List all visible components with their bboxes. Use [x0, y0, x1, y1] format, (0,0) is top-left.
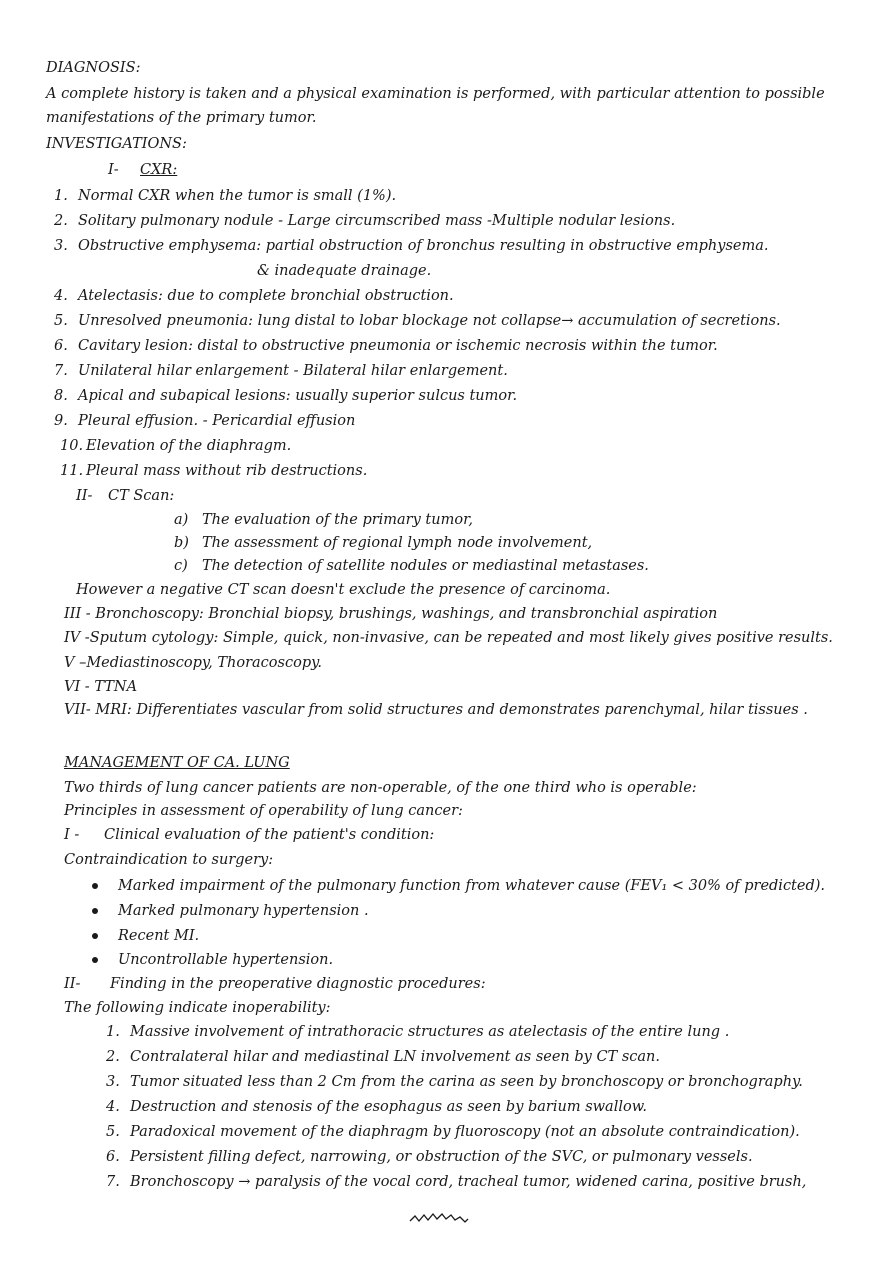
cxr-title: CXR:	[140, 162, 178, 178]
cxr-item-text: Cavitary lesion: distal to obstructive pneumonia or ischemic necrosis within the tumor.	[78, 338, 718, 354]
cxr-item-number: 7.	[54, 363, 68, 379]
squiggle-mark	[408, 1207, 472, 1227]
cxr-item-number: 8.	[54, 388, 68, 404]
cxr-item-number: 9.	[54, 413, 68, 429]
diagnosis-text-line-1: A complete history is taken and a physical examination is performed, with particular attention to possible	[46, 86, 825, 102]
ct-item-letter: a)	[174, 512, 189, 528]
inoperability-item-number: 1.	[106, 1024, 120, 1040]
bronchoscopy-line: III - Bronchoscopy: Bronchial biopsy, brushings, washings, and transbronchial aspiration	[64, 606, 718, 622]
contraindication-item: Marked pulmonary hypertension .	[118, 903, 369, 919]
inoperability-item-number: 6.	[106, 1149, 120, 1165]
cxr-item-number: 11.	[60, 463, 84, 479]
inoperability-item-text: Contralateral hilar and mediastinal LN involvement as seen by CT scan.	[130, 1049, 660, 1065]
bullet-icon	[92, 908, 98, 914]
inoperability-item-text: Bronchoscopy → paralysis of the vocal cord, tracheal tumor, widened carina, positive brush,	[130, 1174, 807, 1190]
ct-item-text: The evaluation of the primary tumor,	[202, 512, 474, 528]
bullet-icon	[92, 957, 98, 963]
cxr-item-text: & inadequate drainage.	[257, 263, 432, 279]
contraindication-item: Recent MI.	[118, 928, 200, 944]
cxr-numeral: I-	[108, 162, 119, 178]
inoperability-item-number: 5.	[106, 1124, 120, 1140]
inoperability-heading: The following indicate inoperability:	[64, 1000, 331, 1016]
inoperability-item-text: Destruction and stenosis of the esophagus as seen by barium swallow.	[130, 1099, 648, 1115]
ttna-line: VI - TTNA	[64, 679, 138, 695]
cxr-item-text: Pleural effusion. - Pericardial effusion	[78, 413, 356, 429]
inoperability-item-number: 3.	[106, 1074, 120, 1090]
cxr-item-text: Elevation of the diaphragm.	[86, 438, 292, 454]
diagnosis-heading: DIAGNOSIS:	[46, 60, 141, 76]
cxr-item-number: 2.	[54, 213, 68, 229]
cxr-item-text: Unresolved pneumonia: lung distal to lobar blockage not collapse→ accumulation of secretions.	[78, 313, 781, 329]
findings-text: Finding in the preoperative diagnostic procedures:	[110, 976, 486, 992]
cxr-item-text: Atelectasis: due to complete bronchial obstruction.	[78, 288, 454, 304]
cxr-item-number: 4.	[54, 288, 68, 304]
contraindication-item: Marked impairment of the pulmonary function from whatever cause (FEV₁ < 30% of predicted).	[118, 878, 826, 894]
cxr-item-text: Pleural mass without rib destructions.	[86, 463, 368, 479]
management-heading: MANAGEMENT OF CA. LUNG	[64, 755, 290, 771]
inoperability-item-number: 7.	[106, 1174, 120, 1190]
cxr-item-text: Normal CXR when the tumor is small (1%).	[78, 188, 397, 204]
investigations-heading: INVESTIGATIONS:	[46, 136, 187, 152]
ct-numeral: II-	[76, 488, 93, 504]
management-intro-2: Principles in assessment of operability of lung cancer:	[64, 803, 463, 819]
ct-note: However a negative CT scan doesn't exclude the presence of carcinoma.	[76, 582, 611, 598]
contraindication-item: Uncontrollable hypertension.	[118, 952, 334, 968]
contraindication-heading: Contraindication to surgery:	[64, 852, 274, 868]
bullet-icon	[92, 933, 98, 939]
ct-item-text: The detection of satellite nodules or mediastinal metastases.	[202, 558, 649, 574]
cxr-item-text: Solitary pulmonary nodule - Large circumscribed mass -Multiple nodular lesions.	[78, 213, 676, 229]
diagnosis-text-line-2: manifestations of the primary tumor.	[46, 110, 317, 126]
ct-item-letter: b)	[174, 535, 189, 551]
inoperability-item-text: Persistent filling defect, narrowing, or obstruction of the SVC, or pulmonary vessels.	[130, 1149, 753, 1165]
inoperability-item-text: Paradoxical movement of the diaphragm by fluoroscopy (not an absolute contraindication).	[130, 1124, 800, 1140]
management-intro-1: Two thirds of lung cancer patients are non-operable, of the one third who is operable:	[64, 780, 697, 796]
ct-title: CT Scan:	[108, 488, 175, 504]
cxr-item-number: 1.	[54, 188, 68, 204]
cxr-item-number: 10.	[60, 438, 84, 454]
inoperability-item-text: Tumor situated less than 2 Cm from the carina as seen by bronchoscopy or bronchography.	[130, 1074, 803, 1090]
findings-numeral: II-	[64, 976, 81, 992]
inoperability-item-number: 2.	[106, 1049, 120, 1065]
bullet-icon	[92, 883, 98, 889]
cxr-item-text: Unilateral hilar enlargement - Bilateral hilar enlargement.	[78, 363, 508, 379]
cxr-item-number: 3.	[54, 238, 68, 254]
cxr-item-number: 6.	[54, 338, 68, 354]
mediastinoscopy-line: V –Mediastinoscopy, Thoracoscopy.	[64, 655, 322, 671]
clinical-numeral: I -	[64, 827, 80, 843]
inoperability-item-text: Massive involvement of intrathoracic structures as atelectasis of the entire lung .	[130, 1024, 730, 1040]
sputum-line: IV -Sputum cytology: Simple, quick, non-invasive, can be repeated and most likely gives positive results.	[64, 630, 833, 646]
mri-line: VII- MRI: Differentiates vascular from solid structures and demonstrates parenchymal, hilar tissues .	[64, 702, 808, 718]
ct-item-text: The assessment of regional lymph node involvement,	[202, 535, 593, 551]
cxr-item-text: Obstructive emphysema: partial obstruction of bronchus resulting in obstructive emphysema.	[78, 238, 769, 254]
cxr-item-number: 5.	[54, 313, 68, 329]
ct-item-letter: c)	[174, 558, 188, 574]
cxr-item-text: Apical and subapical lesions: usually superior sulcus tumor.	[78, 388, 518, 404]
clinical-evaluation: Clinical evaluation of the patient's condition:	[104, 827, 435, 843]
inoperability-item-number: 4.	[106, 1099, 120, 1115]
